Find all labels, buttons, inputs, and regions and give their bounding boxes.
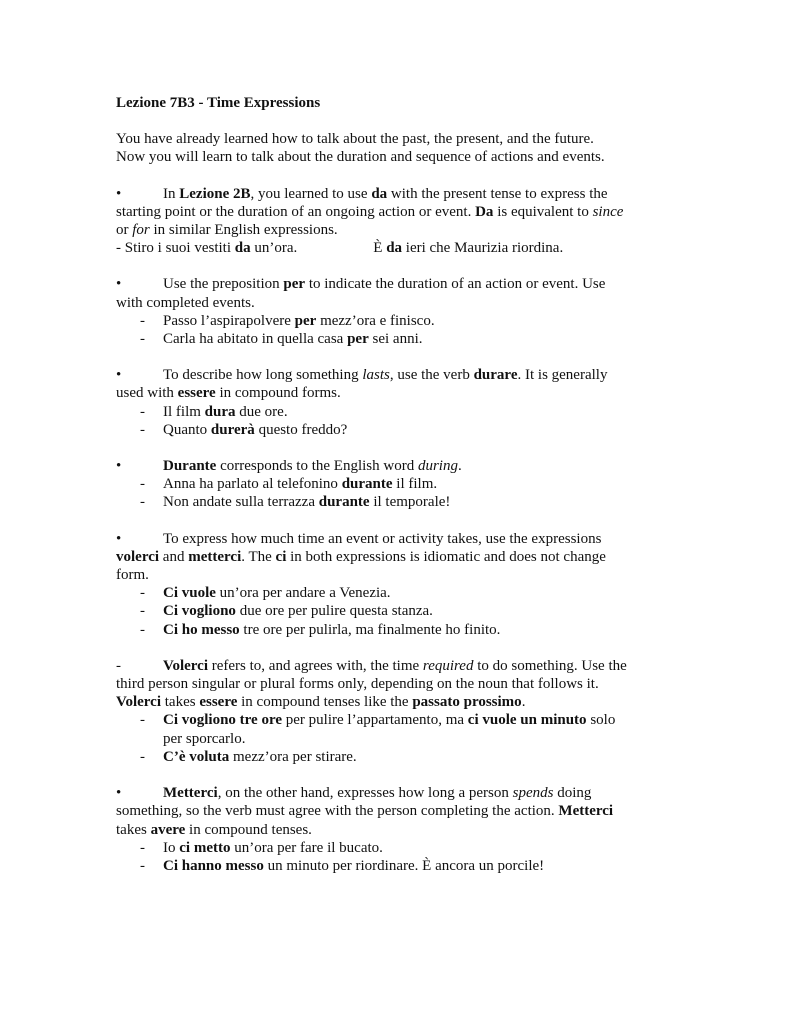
text-run: in similar English expressions. bbox=[149, 222, 338, 239]
bold-term: da bbox=[234, 240, 251, 257]
bullet-marker: • bbox=[116, 530, 122, 547]
text-line bbox=[116, 802, 686, 820]
text-run: Carla ha abitato in quella casa bbox=[163, 331, 348, 348]
section-volerci-metterci bbox=[116, 530, 686, 639]
text-run: È bbox=[373, 240, 387, 257]
example-item bbox=[116, 330, 686, 348]
text-run: is equivalent to bbox=[493, 203, 593, 220]
text-run: mezz’ora e finisco. bbox=[316, 312, 435, 329]
text-run: sei anni. bbox=[368, 331, 423, 348]
bold-term: durante bbox=[341, 476, 393, 493]
text-line bbox=[116, 693, 686, 711]
text-run: Anna ha parlato al telefonino bbox=[163, 476, 342, 493]
bold-term: per bbox=[283, 276, 306, 293]
text-run: Io bbox=[163, 839, 180, 856]
dash-marker: - bbox=[140, 748, 145, 765]
bullet-marker: • bbox=[116, 185, 122, 202]
text-run: - Stiro i suoi vestiti bbox=[116, 240, 235, 257]
text-line bbox=[116, 221, 686, 239]
dash-marker: - bbox=[140, 839, 145, 856]
text-run: and bbox=[159, 548, 189, 565]
text-line bbox=[116, 548, 686, 566]
italic-term: required bbox=[422, 657, 474, 674]
bold-term: ci vuole un minuto bbox=[467, 712, 587, 729]
text-run: To express how much time an event or activity takes, use the expressions bbox=[163, 530, 602, 547]
section-da bbox=[116, 185, 686, 258]
bold-term: durante bbox=[318, 494, 370, 511]
text-line: with completed events. bbox=[116, 294, 255, 311]
dash-marker: - bbox=[140, 476, 145, 493]
example-item bbox=[116, 621, 686, 639]
bold-term: Volerci bbox=[116, 694, 161, 711]
text-line bbox=[116, 384, 686, 402]
text-run: questo freddo? bbox=[254, 421, 348, 438]
text-run: in compound forms. bbox=[215, 385, 341, 402]
bold-term: Ci vogliono bbox=[163, 603, 236, 620]
example-line bbox=[116, 239, 686, 257]
bold-term: per bbox=[294, 312, 317, 329]
text-run: used with bbox=[116, 385, 178, 402]
bold-term: ci bbox=[275, 548, 287, 565]
text-run: . bbox=[521, 694, 526, 711]
text-line bbox=[116, 366, 686, 384]
example-item bbox=[116, 584, 686, 602]
text-run: Quanto bbox=[163, 421, 211, 438]
text-run: takes bbox=[116, 821, 151, 838]
bold-term: ci metto bbox=[179, 839, 231, 856]
text-line bbox=[116, 185, 686, 203]
text-line bbox=[116, 275, 686, 293]
bold-term: Ci ho messo bbox=[163, 621, 240, 638]
example-item bbox=[116, 475, 686, 493]
text-run: In bbox=[163, 185, 180, 202]
bold-term: Lezione 2B bbox=[179, 185, 251, 202]
text-run: per sporcarlo. bbox=[163, 730, 246, 747]
page-title: Lezione 7B3 - Time Expressions bbox=[116, 95, 321, 111]
bold-term: essere bbox=[177, 385, 216, 402]
bold-term: essere bbox=[199, 694, 238, 711]
example-item bbox=[116, 711, 686, 729]
text-run: to do something. Use the bbox=[473, 657, 627, 674]
section-durante bbox=[116, 457, 686, 512]
text-run: to indicate the duration of an action or event. Use bbox=[305, 276, 606, 293]
text-run: due ore per pulire questa stanza. bbox=[235, 603, 433, 620]
text-run: per pulire l’appartamento, ma bbox=[282, 712, 468, 729]
italic-term: lasts bbox=[362, 367, 390, 384]
example-item bbox=[116, 857, 686, 875]
section-per bbox=[116, 275, 686, 348]
bold-term: durare bbox=[473, 367, 518, 384]
section-durare bbox=[116, 366, 686, 439]
example-item bbox=[116, 602, 686, 620]
example-item bbox=[116, 493, 686, 511]
dash-marker: - bbox=[140, 712, 145, 729]
bold-term: Metterci bbox=[163, 785, 218, 802]
text-run: Passo l’aspirapolvere bbox=[163, 312, 295, 329]
text-run: , use the verb bbox=[389, 367, 474, 384]
text-run: . bbox=[457, 458, 462, 475]
text-run: , on the other hand, expresses how long a person bbox=[217, 785, 513, 802]
text-run: in both expressions is idiomatic and does not change bbox=[286, 548, 606, 565]
bold-term: passato prossimo bbox=[412, 694, 522, 711]
dash-marker: - bbox=[140, 494, 145, 511]
text-line bbox=[116, 784, 686, 802]
bold-term: Volerci bbox=[163, 657, 208, 674]
dash-marker: - bbox=[116, 657, 121, 674]
text-run: tre ore per pulirla, ma finalmente ho finito. bbox=[239, 621, 501, 638]
bold-term: da bbox=[371, 185, 388, 202]
text-run: Use the preposition bbox=[163, 276, 284, 293]
bold-term: Metterci bbox=[558, 803, 614, 820]
section-volerci bbox=[116, 657, 686, 766]
text-run: mezz’ora per stirare. bbox=[229, 748, 357, 765]
dash-marker: - bbox=[140, 312, 145, 329]
bold-term: Ci vuole bbox=[163, 585, 216, 602]
text-run: due ore. bbox=[235, 403, 288, 420]
intro-line: Now you will learn to talk about the duration and sequence of actions and events. bbox=[116, 149, 605, 166]
text-run: corresponds to the English word bbox=[216, 458, 418, 475]
bullet-marker: • bbox=[116, 458, 122, 475]
text-run: or bbox=[116, 222, 133, 239]
example-item bbox=[116, 748, 686, 766]
section-metterci bbox=[116, 784, 686, 875]
text-run: Non andate sulla terrazza bbox=[163, 494, 319, 511]
text-run: , you learned to use bbox=[250, 185, 372, 202]
bold-term: Ci vogliono tre ore bbox=[163, 712, 283, 729]
bold-term: Durante bbox=[163, 458, 217, 475]
italic-term: since bbox=[592, 203, 624, 220]
example-item bbox=[116, 312, 686, 330]
bullet-marker: • bbox=[116, 276, 122, 293]
text-run: un’ora. bbox=[250, 240, 298, 257]
bold-term: durerà bbox=[210, 421, 255, 438]
text-run: il temporale! bbox=[369, 494, 451, 511]
text-run: in compound tenses like the bbox=[237, 694, 413, 711]
bold-term: C’è voluta bbox=[163, 748, 230, 765]
example-continuation bbox=[116, 730, 686, 748]
bold-term: dura bbox=[204, 403, 236, 420]
dash-marker: - bbox=[140, 585, 145, 602]
text-run: il film. bbox=[392, 476, 438, 493]
italic-term: for bbox=[132, 222, 150, 239]
bullet-marker: • bbox=[116, 785, 122, 802]
text-run: doing bbox=[553, 785, 592, 802]
text-run: takes bbox=[161, 694, 200, 711]
bold-term: Ci hanno messo bbox=[163, 857, 264, 874]
text-run: with the present tense to express the bbox=[387, 185, 608, 202]
text-run: To describe how long something bbox=[163, 367, 363, 384]
example-item bbox=[116, 403, 686, 421]
text-run: un’ora per fare il bucato. bbox=[230, 839, 383, 856]
intro-line: You have already learned how to talk about the past, the present, and the future. bbox=[116, 131, 594, 148]
text-line bbox=[116, 457, 686, 475]
text-run: in compound tenses. bbox=[185, 821, 312, 838]
text-line: third person singular or plural forms only, depending on the noun that follows it. bbox=[116, 676, 599, 693]
text-run: . It is generally bbox=[517, 367, 608, 384]
text-run: solo bbox=[586, 712, 616, 729]
text-run: starting point or the duration of an ongoing action or event. bbox=[116, 203, 476, 220]
text-line bbox=[116, 530, 686, 548]
bold-term: metterci bbox=[188, 548, 242, 565]
text-run: ieri che Maurizia riordina. bbox=[402, 240, 564, 257]
dash-marker: - bbox=[140, 857, 145, 874]
example-item bbox=[116, 839, 686, 857]
example-item bbox=[116, 421, 686, 439]
dash-marker: - bbox=[140, 621, 145, 638]
italic-term: during bbox=[417, 458, 458, 475]
dash-marker: - bbox=[140, 403, 145, 420]
text-line bbox=[116, 657, 686, 675]
text-run: . The bbox=[241, 548, 276, 565]
bold-term: da bbox=[386, 240, 403, 257]
dash-marker: - bbox=[140, 421, 145, 438]
text-line: form. bbox=[116, 567, 149, 584]
bold-term: volerci bbox=[116, 548, 160, 565]
document-content bbox=[116, 94, 686, 893]
text-line bbox=[116, 821, 686, 839]
text-run: something, so the verb must agree with the person completing the action. bbox=[116, 803, 559, 820]
text-run: un minuto per riordinare. È ancora un porcile! bbox=[263, 857, 545, 874]
intro-paragraph bbox=[116, 130, 686, 166]
text-line bbox=[116, 203, 686, 221]
text-run: refers to, and agrees with, the time bbox=[208, 657, 423, 674]
bold-term: Da bbox=[475, 203, 494, 220]
bold-term: per bbox=[347, 331, 369, 348]
dash-marker: - bbox=[140, 331, 145, 348]
bullet-marker: • bbox=[116, 367, 122, 384]
text-run: un’ora per andare a Venezia. bbox=[215, 585, 391, 602]
text-run: Il film bbox=[163, 403, 205, 420]
italic-term: spends bbox=[512, 785, 554, 802]
dash-marker: - bbox=[140, 603, 145, 620]
bold-term: avere bbox=[150, 821, 186, 838]
